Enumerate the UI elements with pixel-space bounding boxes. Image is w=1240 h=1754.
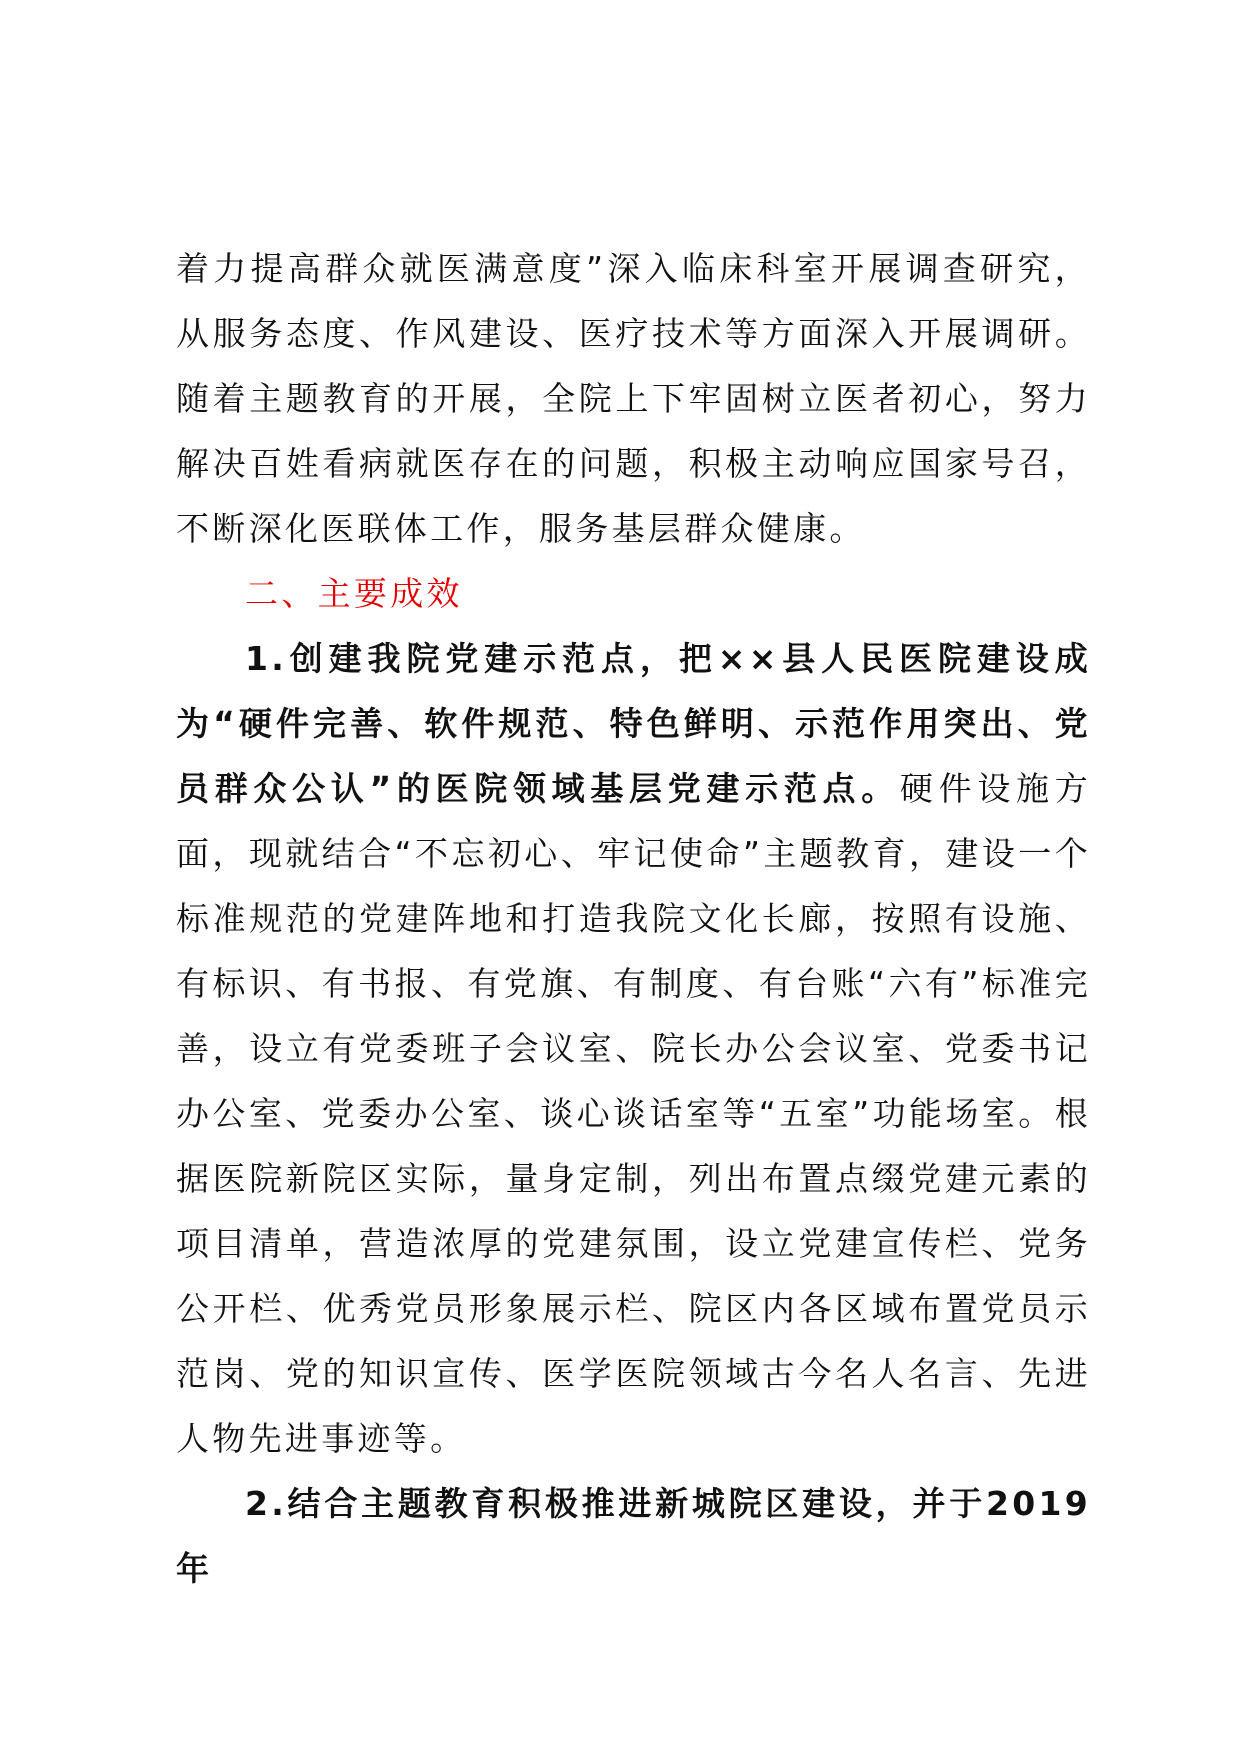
item-1-body: 硬件设施方面，现就结合“不忘初心、牢记使命”主题教育，建设一个标准规范的党建阵地和打造我院文化长廊，按照有设施、有标识、有书报、有党旗、有制度、有台账“六有”标准完善，设立有党委班子会议室、院长办公会议室、党委书记办公室、党委办公室、谈心谈话室等“五室”功能场室。根据医院新院区实际，量身定制，列出布置点缀党建元素的项目清单，营造浓厚的党建氛围，设立党建宣传栏、党务公开栏、优秀党员形象展示栏、院区内各区域布置党员示范岗、党的知识宣传、医学医院领域古今名人名言、先进人物先进事迹等。 [176, 769, 1092, 1458]
item-2-paragraph [176, 1471, 1091, 1601]
intro-paragraph: 着力提高群众就医满意度”深入临床科室开展调查研究，从服务态度、作风建设、医疗技术等方面深入开展调研。随着主题教育的开展，全院上下牢固树立医者初心，努力解决百姓看病就医存在的问题，积极主动响应国家号召，不断深化医联体工作，服务基层群众健康。 [176, 249, 1091, 548]
section-heading: 二、主要成效 [245, 574, 463, 613]
document-page [176, 236, 1091, 1601]
item-1-bold-lead: 1.创建我院党建示范点，把××县人民医院建设成为“硬件完善、软件规范、特色鲜明、示范作用突出、党员群众公认”的医院领域基层党建示范点。 [176, 639, 1091, 808]
item-2-bold-lead: 2.结合主题教育积极推进新城院区建设，并于2019年 [176, 1484, 1091, 1588]
item-1-paragraph [176, 626, 1091, 1471]
